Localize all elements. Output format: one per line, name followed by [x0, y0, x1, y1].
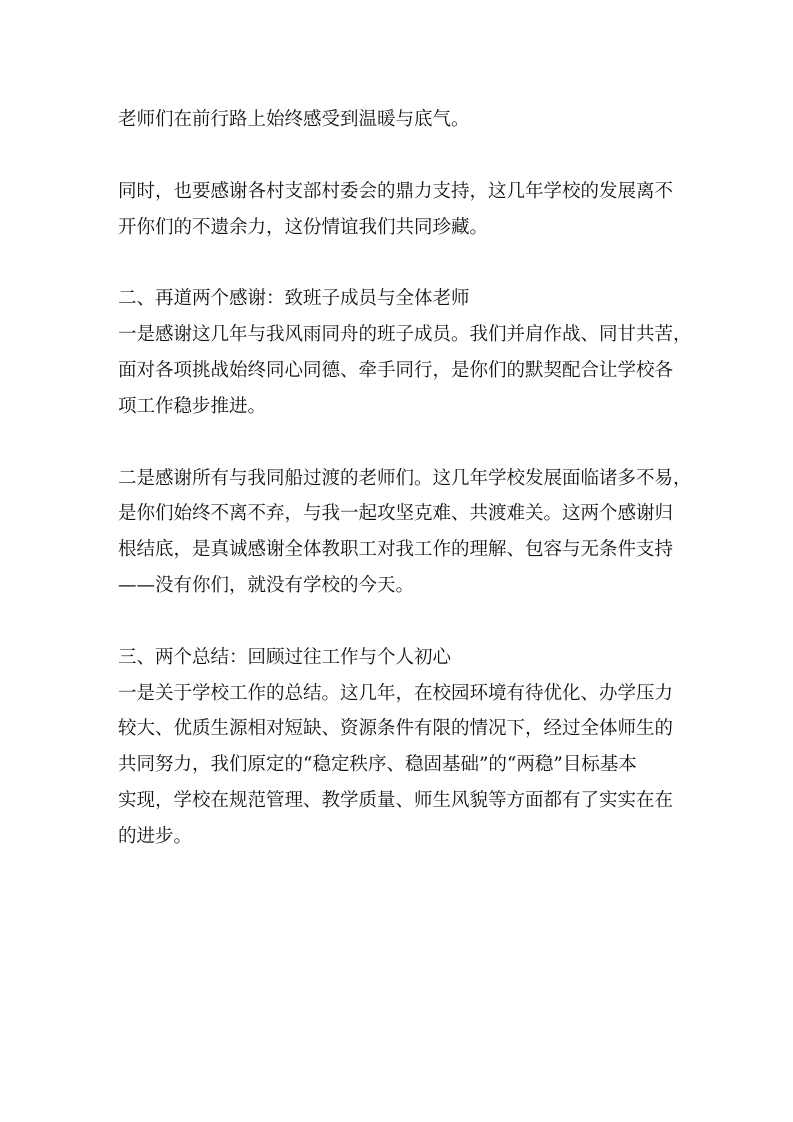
text-line: 同时，也要感谢各村支部村委会的鼎力支持，这几年学校的发展离不 — [118, 180, 674, 202]
text-line: 老师们在前行路上始终感受到温暖与底气。 — [118, 109, 470, 130]
paragraph — [118, 317, 692, 424]
text-line: 根结底，是真诚感谢全体教职工对我工作的理解、包容与无条件支持 — [118, 539, 674, 561]
text-line: 是你们始终不离不弃，与我一起攻坚克难、共渡难关。这两个感谢归 — [118, 503, 674, 525]
paragraph — [118, 676, 678, 855]
paragraph — [118, 174, 678, 246]
text-line: 面对各项挑战始终同心同德、牵手同行，是你们的默契配合让学校各 — [118, 359, 674, 381]
section-heading — [118, 281, 678, 317]
paragraph — [118, 461, 692, 604]
text-line: 项工作稳步推进。 — [118, 395, 267, 417]
section-heading — [118, 640, 678, 676]
text-line: ——没有你们，就没有学校的今天。 — [118, 574, 415, 596]
paragraph — [118, 102, 678, 138]
text-line: 较大、优质生源相对短缺、资源条件有限的情况下，经过全体师生的 — [118, 718, 674, 740]
heading-text: 二、再道两个感谢：致班子成员与全体老师 — [118, 288, 470, 310]
text-line: 的进步。 — [118, 825, 193, 847]
text-line: 一是关于学校工作的总结。这几年，在校园环境有待优化、办学压力 — [118, 682, 674, 704]
text-line: 实现，学校在规范管理、教学质量、师生风貌等方面都有了实实在在 — [118, 789, 674, 811]
text-line: 开你们的不遗余力，这份情谊我们共同珍藏。 — [118, 216, 489, 238]
text-line: 一是感谢这几年与我风雨同舟的班子成员。我们并肩作战、同甘共苦， — [118, 324, 692, 346]
text-line: 共同努力，我们原定的“稳定秩序、稳固基础”的“两稳”目标基本 — [118, 754, 637, 776]
text-line: 二是感谢所有与我同船过渡的老师们。这几年学校发展面临诸多不易， — [118, 467, 692, 489]
document-body — [118, 102, 692, 855]
heading-text: 三、两个总结：回顾过往工作与个人初心 — [118, 646, 452, 668]
